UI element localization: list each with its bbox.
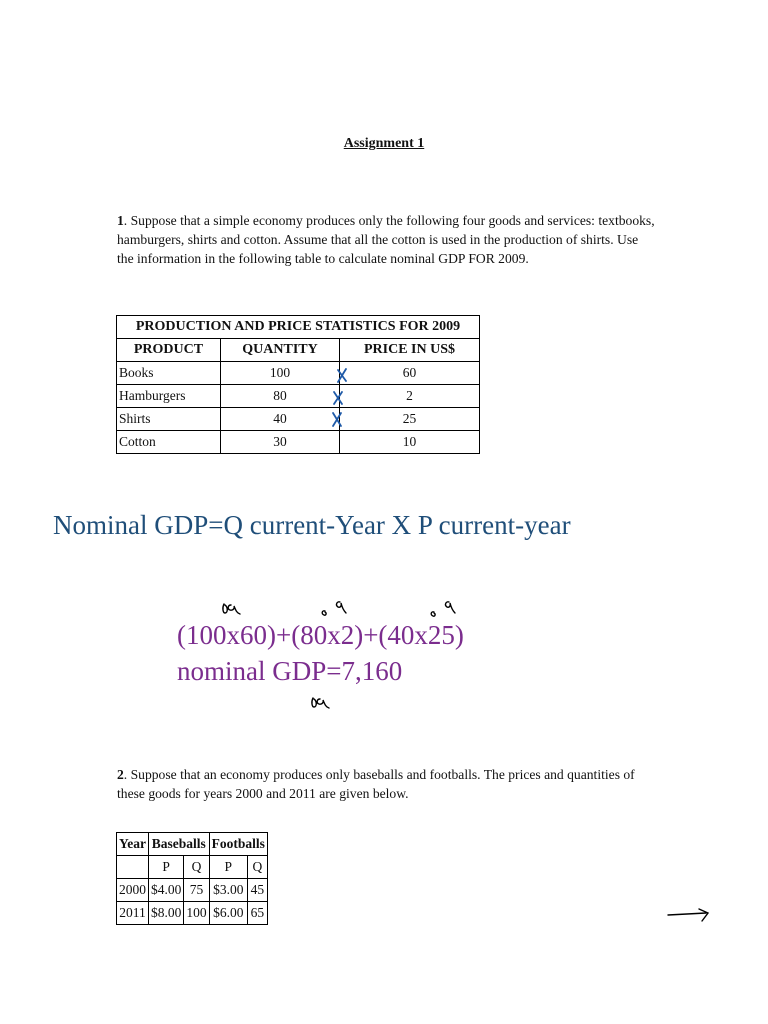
gdp-formula-annotation: Nominal GDP=Q current-Year X P current-year	[53, 510, 571, 540]
cell-year: 2011	[117, 902, 149, 925]
gdp-calculation-annotation: (100x60)+(80x2)+(40x25)	[177, 620, 464, 650]
cell-quantity: 40	[221, 408, 340, 431]
cell-quantity: 100	[221, 362, 340, 385]
multiply-marks	[333, 369, 346, 426]
cell-product: Hamburgers	[117, 385, 221, 408]
cell-football-quantity: 45	[247, 879, 267, 902]
table-row	[117, 879, 268, 902]
cell-price: 2	[340, 385, 480, 408]
cell-price: 10	[340, 431, 480, 454]
cell-football-price: $6.00	[209, 902, 247, 925]
col-header-product: PRODUCT	[117, 339, 221, 362]
subheader-cell: P	[209, 856, 247, 879]
cell-baseball-quantity: 75	[184, 879, 209, 902]
question-2-number: 2	[117, 767, 124, 782]
cell-quantity: 80	[221, 385, 340, 408]
scribble-icon	[431, 602, 455, 616]
question-1-text: . Suppose that a simple economy produces only the following four goods and services: textbooks, hamburgers, shirts and cotton. Assume that all the cotton is used in the production of shirts. Use the information in the following table to calculate nominal GDP FOR 2009.	[117, 213, 655, 266]
cell-baseball-price: $4.00	[149, 879, 184, 902]
question-2	[117, 765, 657, 803]
subheader-cell: Q	[247, 856, 267, 879]
cell-football-quantity: 65	[247, 902, 267, 925]
scribble-icon	[312, 698, 329, 708]
table-row	[117, 902, 268, 925]
handwritten-scribbles	[223, 602, 708, 921]
x-mark-icon	[333, 413, 341, 426]
cell-football-price: $3.00	[209, 879, 247, 902]
col-header-price: PRICE IN US$	[340, 339, 480, 362]
question-1-number: 1	[117, 213, 124, 228]
subheader-cell	[117, 856, 149, 879]
scribble-icon	[223, 604, 240, 614]
cell-baseball-quantity: 100	[184, 902, 209, 925]
table-caption: PRODUCTION AND PRICE STATISTICS FOR 2009	[117, 316, 480, 339]
subheader-cell: P	[149, 856, 184, 879]
cell-baseball-price: $8.00	[149, 902, 184, 925]
cell-price: 60	[340, 362, 480, 385]
question-2-text: . Suppose that an economy produces only baseballs and footballs. The prices and quantities of these goods for years 2000 and 2011 are given below.	[117, 767, 635, 801]
col-header-year: Year	[117, 833, 149, 856]
arrow-right-icon	[668, 909, 708, 921]
cell-year: 2000	[117, 879, 149, 902]
cell-product: Shirts	[117, 408, 221, 431]
baseball-football-table	[116, 832, 268, 925]
x-mark-icon	[334, 392, 342, 404]
col-header-footballs: Footballs	[209, 833, 267, 856]
gdp-result-annotation: nominal GDP=7,160	[177, 656, 403, 686]
cell-product: Books	[117, 362, 221, 385]
col-header-baseballs: Baseballs	[149, 833, 210, 856]
col-header-quantity: QUANTITY	[221, 339, 340, 362]
page-title: Assignment 1	[343, 136, 425, 151]
scribble-icon	[322, 602, 346, 615]
cell-price: 25	[340, 408, 480, 431]
subheader-cell: Q	[184, 856, 209, 879]
x-mark-icon	[338, 369, 346, 382]
cell-product: Cotton	[117, 431, 221, 454]
cell-quantity: 30	[221, 431, 340, 454]
